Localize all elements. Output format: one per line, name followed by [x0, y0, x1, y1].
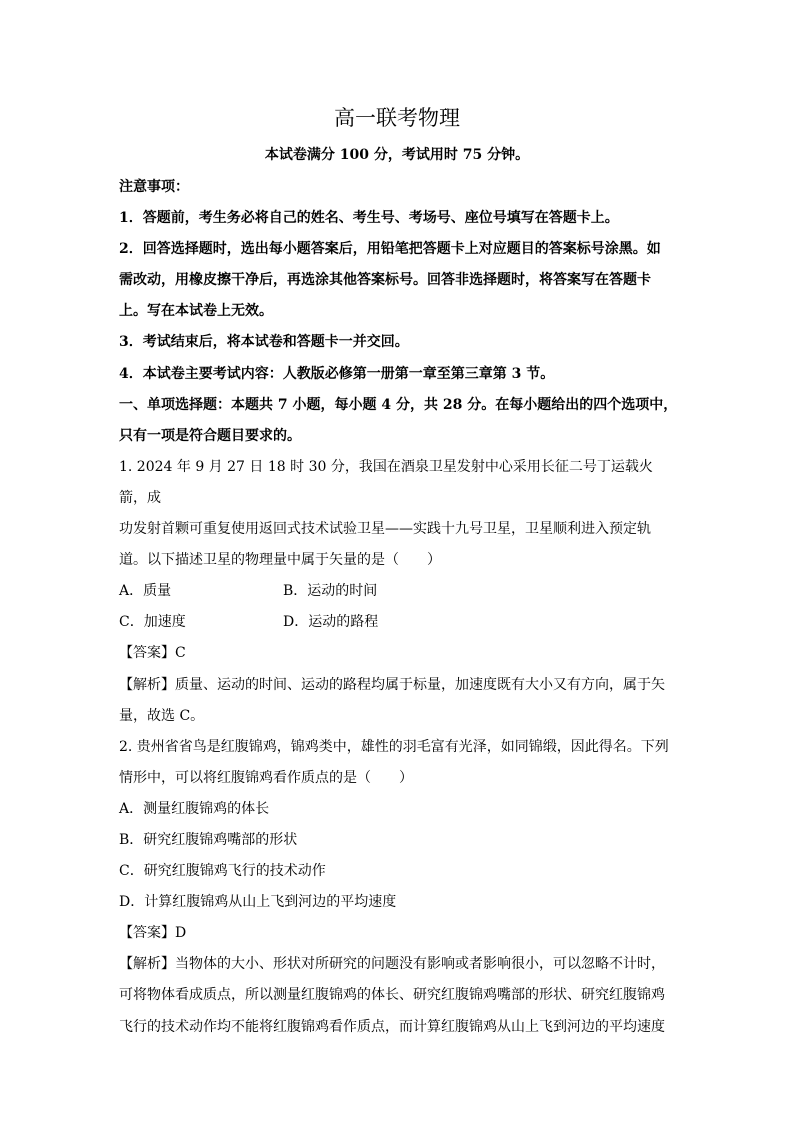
notice-item: 2．回答选择题时，选出每小题答案后，用铅笔把答题卡上对应题目的答案标号涂黑。如 [119, 241, 661, 258]
option-c: C．研究红腹锦鸡飞行的技术动作 [119, 863, 326, 880]
question-1-stem: 1. 2024 年 9 月 27 日 18 时 30 分，我国在酒泉卫星发射中心采用长征二号丁运载火箭，成 [119, 458, 653, 506]
section-heading: 一、单项选择题：本题共 7 小题，每小题 4 分，共 28 分。在每小题给出的四个选项中， [119, 396, 678, 413]
option-b: B．研究红腹锦鸡嘴部的形状 [119, 831, 298, 848]
analysis-tag: 【解析】 [119, 956, 175, 973]
notice-item: 4．本试卷主要考试内容：人教版必修第一册第一章至第三章第 3 节。 [119, 365, 555, 382]
question-2-stem: 情形中，可以将红腹锦鸡看作质点的是（ ） [119, 769, 413, 786]
question-1-stem: 道。以下描述卫星的物理量中属于矢量的是（ ） [119, 552, 441, 569]
exam-info: 本试卷满分 100 分，考试用时 75 分钟。 [264, 147, 530, 163]
analysis-text: 当物体的大小、形状对所研究的问题没有影响或者影响很小，可以忽略不计时， [175, 956, 665, 973]
question-1-options-row [119, 576, 679, 607]
question-1-options-row [119, 607, 679, 638]
question-2-analysis: 可将物体看成质点，所以测量红腹锦鸡的体长、研究红腹锦鸡嘴部的形状、研究红腹锦鸡 [119, 987, 665, 1004]
answer-tag: 【答案】 [119, 645, 175, 662]
option-a: A．质量 [119, 583, 172, 600]
question-1-stem: 功发射首颗可重复使用返回式技术试验卫星——实践十九号卫星，卫星顺利进入预定轨 [119, 521, 651, 538]
answer-tag: 【答案】 [119, 925, 175, 942]
question-1-analysis [119, 670, 679, 701]
exam-body [119, 172, 679, 1043]
analysis-tag: 【解析】 [119, 676, 175, 693]
question-1-answer [119, 638, 679, 669]
page-title: 高一联考物理 [334, 106, 460, 130]
answer-value: C [175, 645, 186, 662]
question-2-stem: 2. 贵州省省鸟是红腹锦鸡，锦鸡类中，雄性的羽毛富有光泽，如同锦缎，因此得名。下列 [119, 738, 669, 755]
notice-heading: 注意事项： [119, 179, 189, 195]
question-2-analysis [119, 949, 679, 980]
notice-item: 需改动，用橡皮擦干净后，再选涂其他答案标号。回答非选择题时，将答案写在答题卡 [119, 272, 651, 289]
option-d: D．计算红腹锦鸡从山上飞到河边的平均速度 [119, 894, 397, 911]
option-c: C．加速度 [119, 614, 186, 631]
option-b: B．运动的时间 [283, 583, 378, 600]
question-2-analysis: 飞行的技术动作均不能将红腹锦鸡看作质点，而计算红腹锦鸡从山上飞到河边的平均速度 [119, 1018, 665, 1035]
analysis-text: 质量、运动的时间、运动的路程均属于标量，加速度既有大小又有方向，属于矢 [175, 676, 665, 693]
option-a: A．测量红腹锦鸡的体长 [119, 800, 270, 817]
question-1-analysis: 量，故选 C。 [119, 707, 205, 724]
section-heading: 只有一项是符合题目要求的。 [119, 427, 301, 444]
notice-item: 3．考试结束后，将本试卷和答题卡一并交回。 [119, 334, 409, 351]
question-2-answer [119, 918, 679, 949]
answer-value: D [175, 925, 187, 942]
option-d: D．运动的路程 [283, 614, 379, 631]
notice-item: 上。写在本试卷上无效。 [119, 303, 273, 320]
notice-item: 1．答题前，考生务必将自己的姓名、考生号、考场号、座位号填写在答题卡上。 [119, 210, 619, 227]
